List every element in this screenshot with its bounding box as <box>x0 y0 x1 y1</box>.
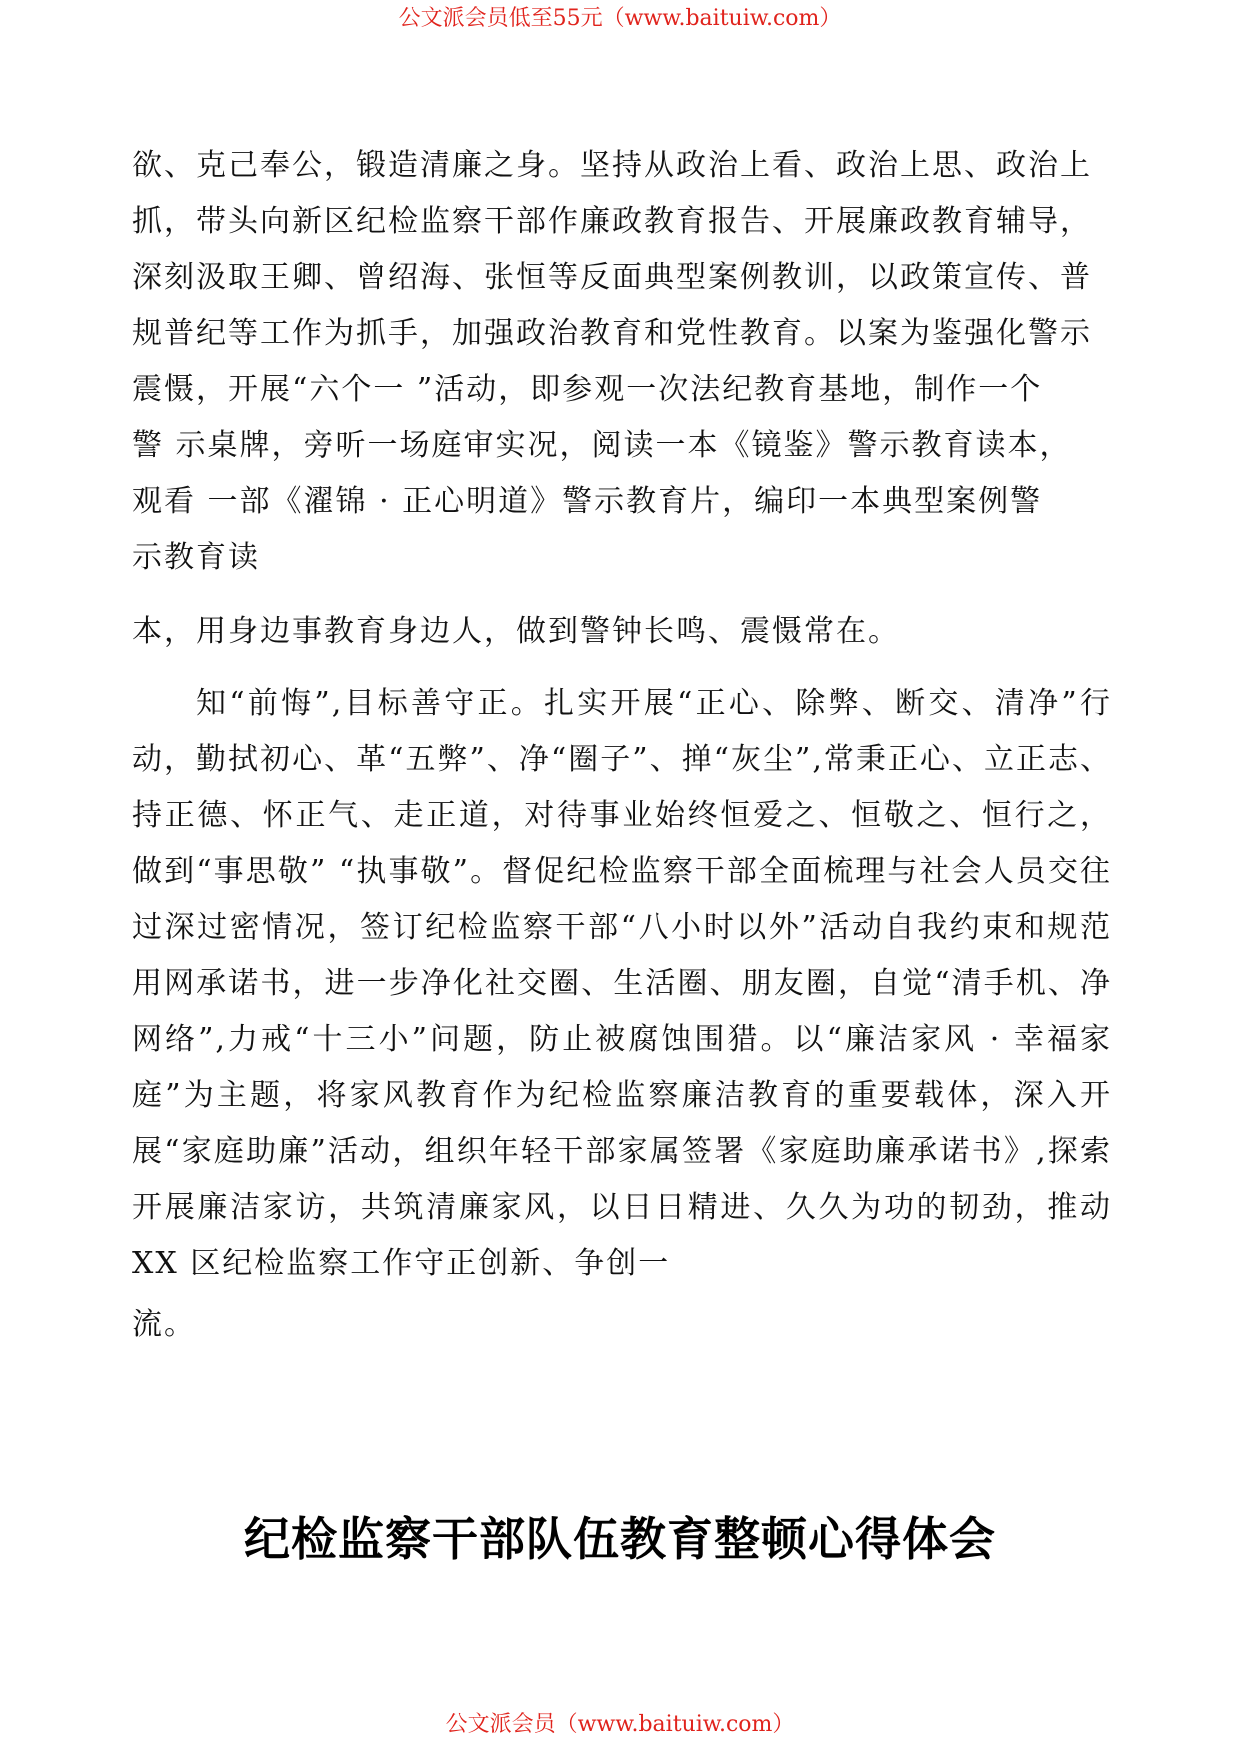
document-title: 纪检监察干部队伍教育整顿心得体会 <box>244 1512 996 1566</box>
paragraph-continuation <box>132 138 1112 586</box>
text-line: 抓，带头向新区纪检监察干部作廉政教育报告、开展廉政教育辅导， <box>132 204 1092 239</box>
text-line: 观看 一部《濯锦 · 正心明道》警示教育片，编印一本典型案例警 <box>132 484 1043 519</box>
text-line: 警 示桌牌，旁听一场庭审实况，阅读一本《镜鉴》警示教育读本， <box>132 428 1072 463</box>
paragraph-line: 本，用身边事教育身边人，做到警钟长鸣、震慑常在。 <box>132 614 900 649</box>
paragraph-end: 流。 <box>132 1307 196 1342</box>
text-line: 震慑，开展“六个一 ”活动，即参观一次法纪教育基地，制作一个 <box>132 372 1043 407</box>
header-watermark: 公文派会员低至55元（www.baituiw.com） <box>398 6 842 31</box>
text-line: 示教育读 <box>132 540 260 575</box>
text-line: 欲、克己奉公，锻造清廉之身。坚持从政治上看、政治上思、政治上 <box>132 148 1092 183</box>
footer-watermark: 公文派会员（www.baituiw.com） <box>445 1712 795 1737</box>
paragraph-body: 知“前悔”,目标善守正。扎实开展“正心、除弊、断交、清净”行动，勤拭初心、革“五弊”、净“圈子”、掸“灰尘”,常秉正心、立正志、持正德、怀正气、走正道，对待事业始终恒爱之、恒敬之、恒行之，做到“事思敬” “执事敬”。督促纪检监察干部全面梳理与社会人员交往过深过密情况，签订纪检监察干部“八小时以外”活动自我约束和规范用网承诺书，进一步净化社交圈、生活圈、朋友圈，自觉“清手机、净网络”,力戒“十三小”问题，防止被腐蚀围猎。以“廉洁家风 · 幸福家庭”为主题，将家风教育作为纪检监察廉洁教育的重要载体，深入开展“家庭助廉”活动，组织年轻干部家属签署《家庭助廉承诺书》,探索开展廉洁家访，共筑清廉家风，以日日精进、久久为功的韧劲，推动XX 区纪检监察工作守正创新、争创一 <box>132 686 1112 1281</box>
text-line: 规普纪等工作为抓手，加强政治教育和党性教育。以案为鉴强化警示 <box>132 316 1092 351</box>
text-line: 深刻汲取王卿、曾绍海、张恒等反面典型案例教训，以政策宣传、普 <box>132 260 1092 295</box>
